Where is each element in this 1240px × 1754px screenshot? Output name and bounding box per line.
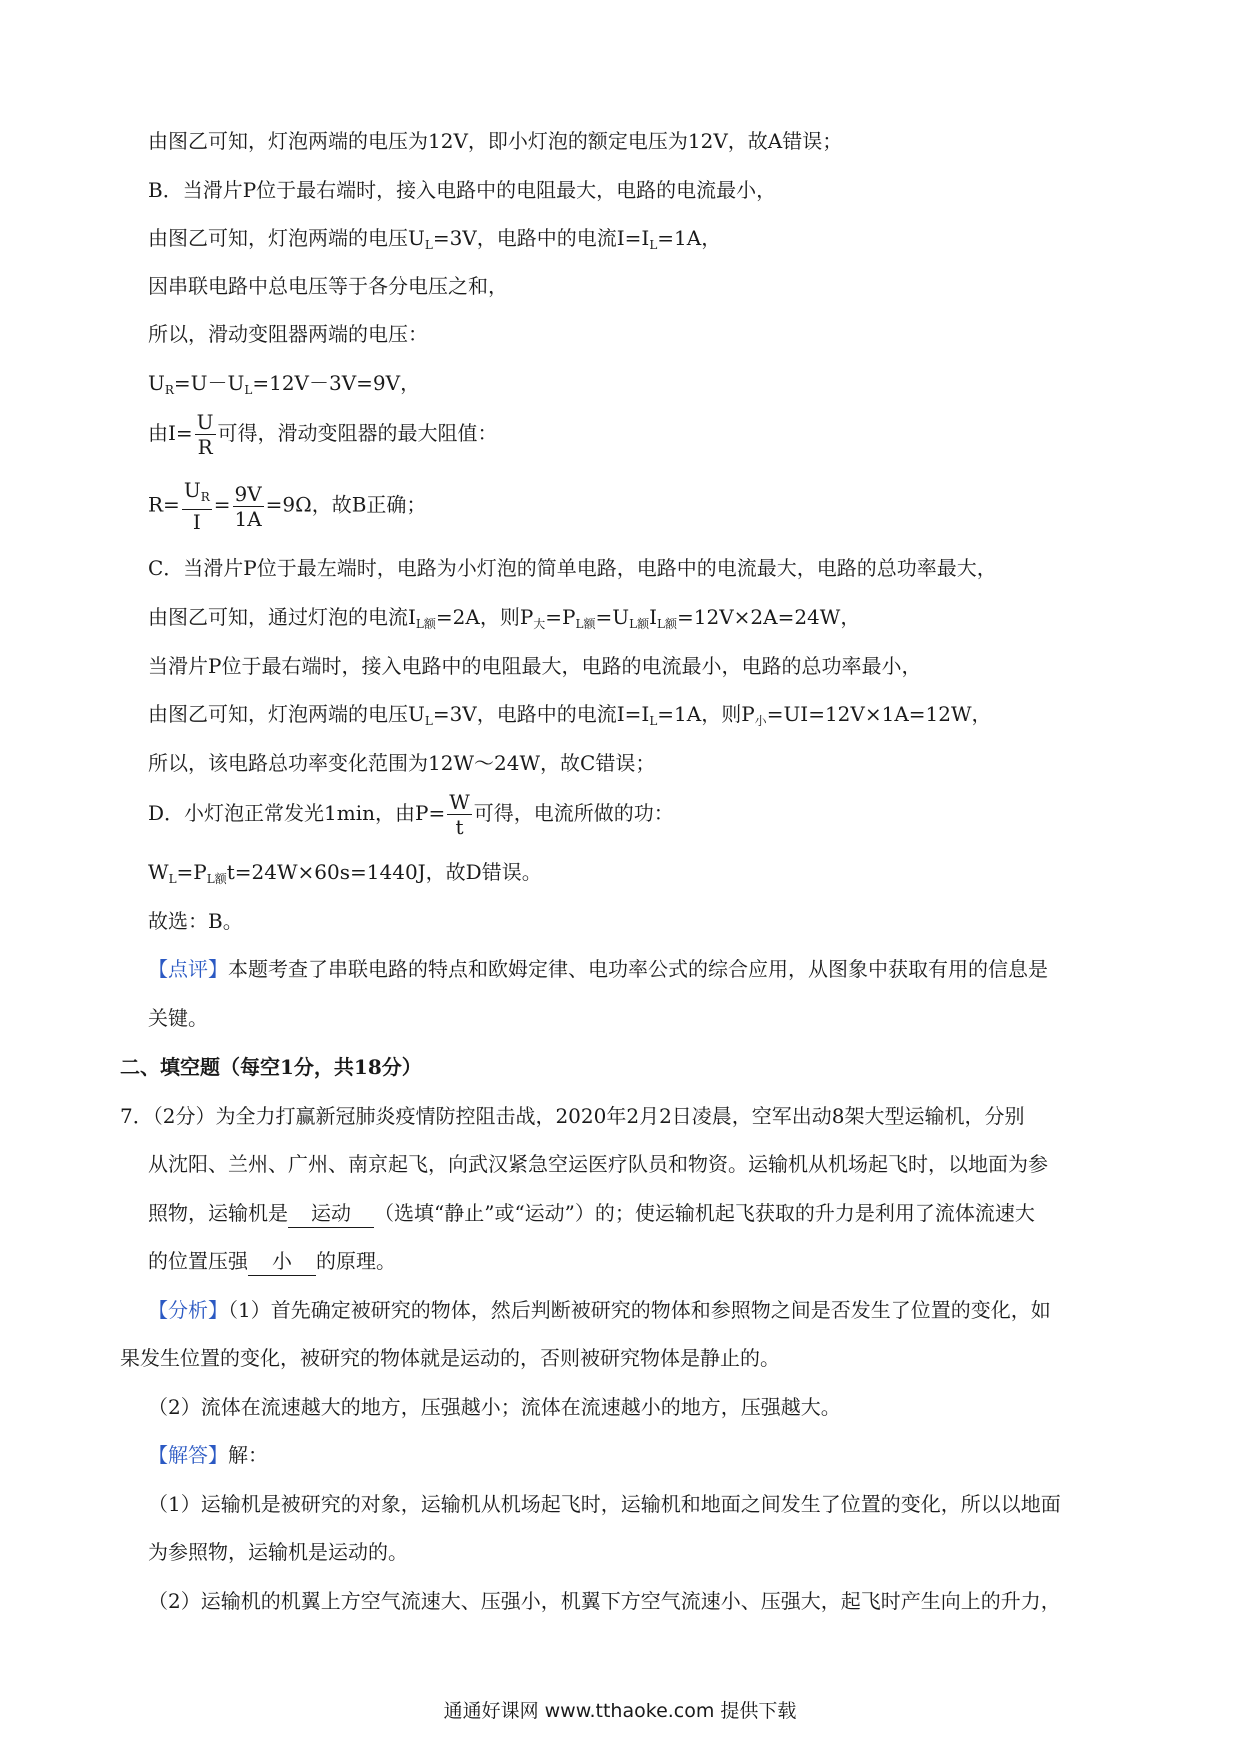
analysis-line-3: （2）流体在流速越大的地方，压强越小；流体在流速越小的地方，压强越大。: [148, 1395, 841, 1419]
line-2: B．当滑片P位于最右端时，接入电路中的电阻最大，电路的电流最小，: [148, 178, 777, 202]
review-line-2: 关键。: [148, 1006, 208, 1030]
line-10: 由图乙可知，通过灯泡的电流$I_{L额}=2A$，则$P_大=P_{L额}=U_{L额}I_{L额}=12V\times 2A=24W$，: [148, 605, 861, 631]
line-14: D．小灯泡正常发光1min，由P= $\frac{W}{t}$ 可得，电流所做的功：: [148, 790, 674, 839]
review-line-1: 【点评】本题考查了串联电路的特点和欧姆定律、电功率公式的综合应用，从图象中获取有用的信息是: [148, 957, 1048, 981]
fraction-u-over-r: $\frac{U}{R}$: [196, 410, 214, 459]
line-4: 因串联电路中总电压等于各分电压之和，: [148, 274, 508, 298]
review-tag: 【点评】: [148, 957, 228, 981]
line-15: $W_L=P_{L额}t=24W\times 60s=1440J$，故D错误。: [148, 860, 542, 886]
analysis-line-1: 【分析】（1）首先确定被研究的物体，然后判断被研究的物体和参照物之间是否发生了位置的变化，如: [148, 1298, 1051, 1322]
line-9: C．当滑片P位于最左端时，电路为小灯泡的简单电路，电路中的电流最大，电路的总功率最大，: [148, 556, 997, 580]
answer-blank-1: 运动: [288, 1199, 374, 1228]
line-8: R= $\frac{U_R}{I}$ = $\frac{9V}{1A}$ =9Ω，故B正确；: [148, 478, 427, 534]
line-1: 由图乙可知，灯泡两端的电压为12V，即小灯泡的额定电压为12V，故A错误；: [148, 129, 843, 153]
solution-line-1: （1）运输机是被研究的对象，运输机从机场起飞时，运输机和地面之间发生了位置的变化，所以以地面: [148, 1492, 1061, 1516]
solution-header: 【解答】解：: [148, 1443, 268, 1467]
question-7-line-4: 的位置压强 小 的原理。: [148, 1247, 396, 1276]
question-7-line-3: 照物，运输机是 运动 （选填“静止”或“运动”）的；使运输机起飞获取的升力是利用了流体流速大: [148, 1199, 1035, 1228]
line-12: 由图乙可知，灯泡两端的电压$U_L=3V$，电路中的电流$I=I_L=1A$，则$P_小=UI=12V\times 1A=12W$，: [148, 702, 992, 728]
line-5: 所以，滑动变阻器两端的电压：: [148, 322, 428, 346]
line-16: 故选：B。: [148, 909, 243, 933]
line-6: $U_R=U-U_L=12V-3V=9V$，: [148, 371, 421, 397]
section-heading: 二、填空题（每空1分，共18分）: [120, 1055, 422, 1079]
fraction-ur-over-i: $\frac{U_R}{I}$: [183, 478, 210, 534]
analysis-line-2: 果发生位置的变化，被研究的物体就是运动的，否则被研究物体是静止的。: [120, 1346, 780, 1370]
fraction-9v-over-1a: $\frac{9V}{1A}$: [234, 481, 262, 531]
line-13: 所以，该电路总功率变化范围为12W～24W，故C错误；: [148, 751, 656, 775]
solution-line-2: 为参照物，运输机是运动的。: [148, 1540, 408, 1564]
answer-blank-2: 小: [248, 1247, 316, 1276]
page-footer: 通通好课网 www.tthaoke.com 提供下载: [443, 1700, 797, 1722]
line-11: 当滑片P位于最右端时，接入电路中的电阻最大，电路的电流最小，电路的总功率最小，: [148, 654, 922, 678]
solution-line-3: （2）运输机的机翼上方空气流速大、压强小，机翼下方空气流速小、压强大，起飞时产生向上的升力，: [148, 1589, 1061, 1613]
question-7-line-2: 从沈阳、兰州、广州、南京起飞，向武汉紧急空运医疗队员和物资。运输机从机场起飞时，以地面为参: [148, 1152, 1048, 1176]
line-7: 由I= $\frac{U}{R}$ 可得，滑动变阻器的最大阻值：: [148, 410, 498, 459]
question-7-line-1: 7．（2分）为全力打赢新冠肺炎疫情防控阻击战，2020年2月2日凌晨，空军出动8架大型运输机，分别: [120, 1104, 1025, 1128]
fraction-w-over-t: $\frac{W}{t}$: [449, 790, 470, 839]
line-3: 由图乙可知，灯泡两端的电压$U_L=3V$，电路中的电流$I=I_L=1A$，: [148, 226, 722, 252]
solution-tag: 【解答】: [148, 1443, 228, 1467]
analysis-tag: 【分析】: [148, 1298, 228, 1322]
